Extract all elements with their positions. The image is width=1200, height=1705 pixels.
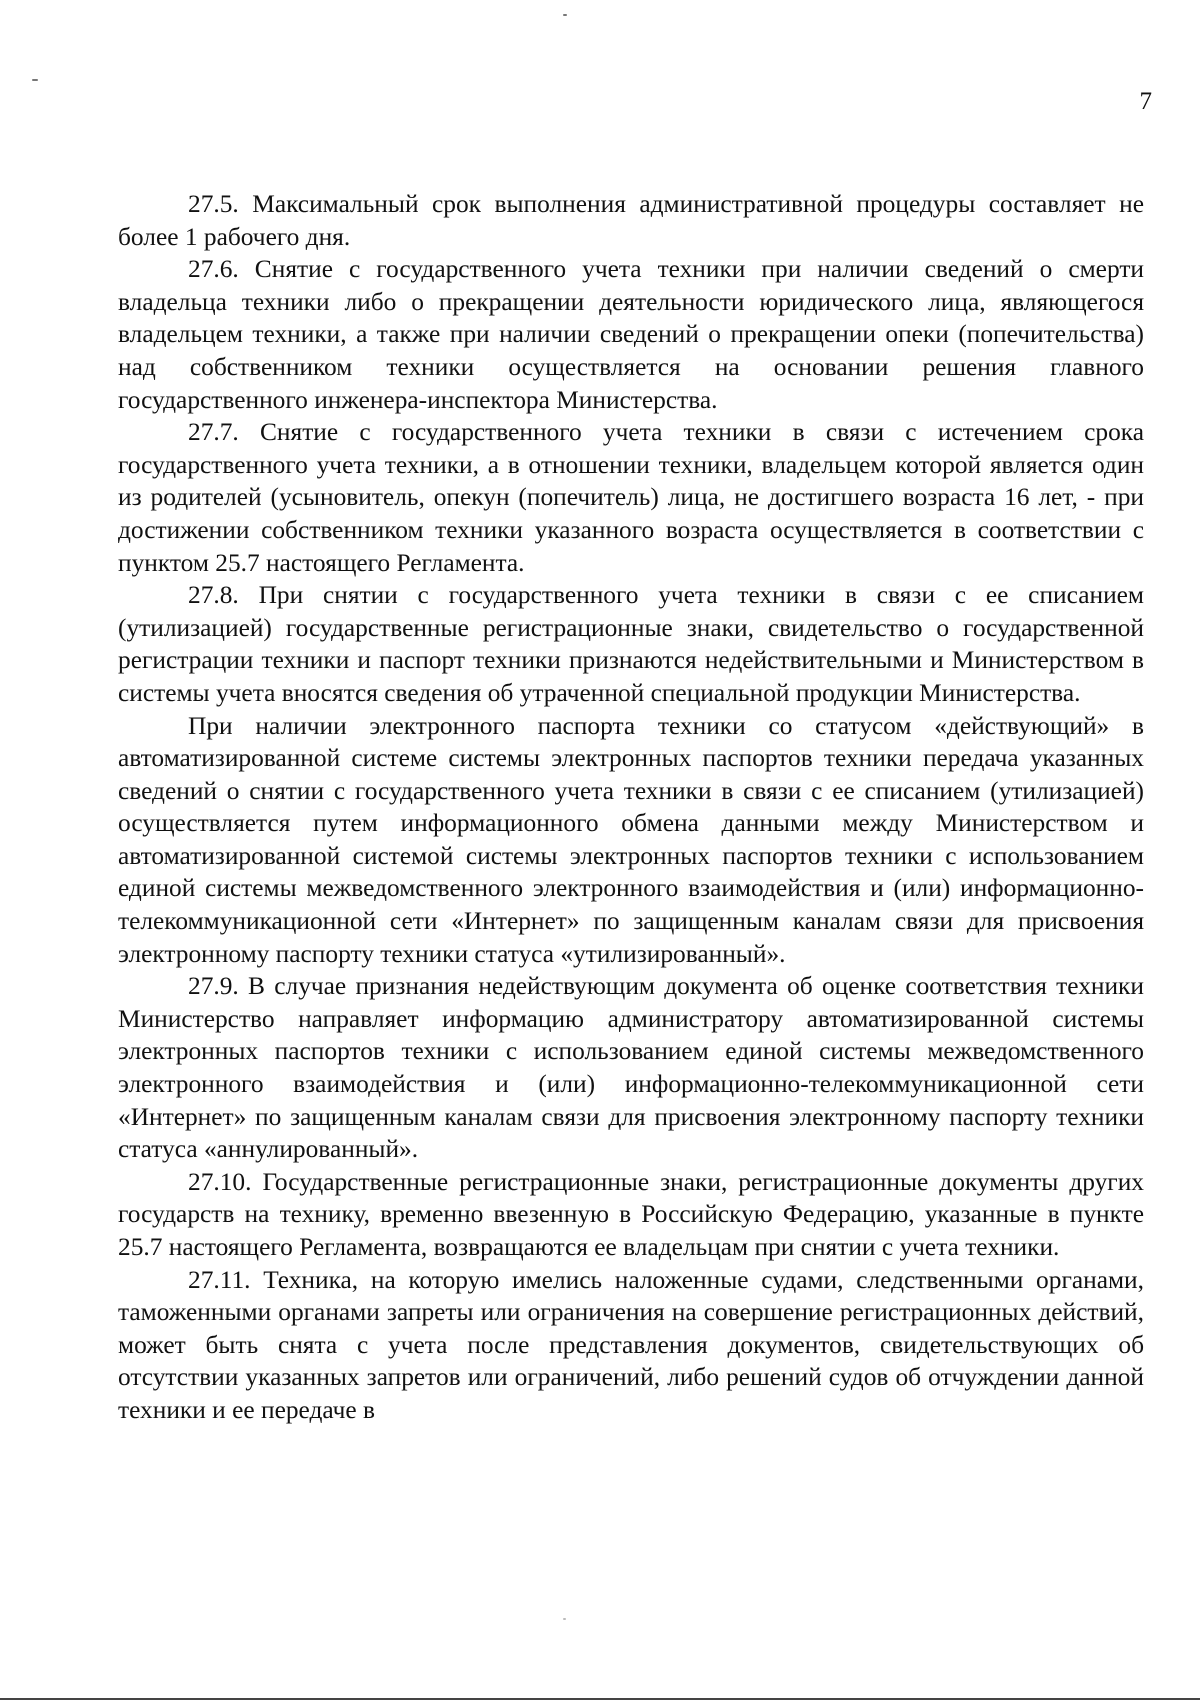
paragraph-27-10: 27.10. Государственные регистрационные знаки, регистрационные документы других государств на технику, временно ввезенную в Российскую Федерацию, указанные в пункте 25.7 настоящего Регламента, возвращаются ее владельцам при снятии с учета техники.: [118, 1167, 1144, 1261]
paragraph-27-8: 27.8. При снятии с государственного учета техники в связи с ее списанием (утилизацией) государственные регистрационные знаки, свидетельство о государственной регистрации техники и паспорт техники признаются недействительными и Министерством в системы учета вносятся сведения об утраченной специальной продукции Министерства.: [118, 581, 1144, 707]
paragraph-27-7: 27.7. Снятие с государственного учета техники в связи с истечением срока государственного учета техники, а в отношении техники, владельцем которой является один из родителей (усыновитель, опекун (попечитель) лица, не достигшего возраста 16 лет, - при достижении собственником техники указанного возраста осуществляется в соответствии с пунктом 25.7 настоящего Регламента.: [118, 418, 1144, 577]
scan-speck: [563, 14, 567, 16]
document-body: [118, 188, 1144, 1427]
page-number: 7: [1139, 88, 1152, 115]
paragraph-27-6: 27.6. Снятие с государственного учета техники при наличии сведений о смерти владельца техники либо о прекращении деятельности юридического лица, являющегося владельцем техники, а также при наличии сведений о прекращении опеки (попечительства) над собственником техники осуществляется на основании решения главного государственного инженера-инспектора Министерства.: [118, 255, 1144, 414]
scan-speck: [32, 79, 38, 81]
paragraph-27-8-electronic-passport: При наличии электронного паспорта техники со статусом «действующий» в автоматизированной системе системы электронных паспортов техники передача указанных сведений о снятии с государственного учета техники в связи с ее списанием (утилизацией) осуществляется путем информационного обмена данными между Министерством и автоматизированной системой системы электронных паспортов техники с использованием единой системы межведомственного электронного взаимодействия и (или) информационно-телекоммуникационной сети «Интернет» по защищенным каналам связи для присвоения электронному паспорту техники статуса «утилизированный».: [118, 711, 1144, 968]
paragraph-27-5: 27.5. Максимальный срок выполнения административной процедуры составляет не более 1 рабочего дня.: [118, 190, 1144, 251]
scan-speck: [563, 1618, 566, 1620]
paragraph-27-11: 27.11. Техника, на которую имелись наложенные судами, следственными органами, таможенными органами запреты или ограничения на совершение регистрационных действий, может быть снята с учета после представления документов, свидетельствующих об отсутствии указанных запретов или ограничений, либо решений судов об отчуждении данной техники и ее передаче в: [118, 1265, 1144, 1424]
scan-edge-line: [0, 1698, 1200, 1700]
paragraph-27-9: 27.9. В случае признания недействующим документа об оценке соответствия техники Министерство направляет информацию администратору автоматизированной системы электронных паспортов техники с использованием единой системы межведомственного электронного взаимодействия и (или) информационно-телекоммуникационной сети «Интернет» по защищенным каналам связи для присвоения электронному паспорту техники статуса «аннулированный».: [118, 972, 1144, 1164]
